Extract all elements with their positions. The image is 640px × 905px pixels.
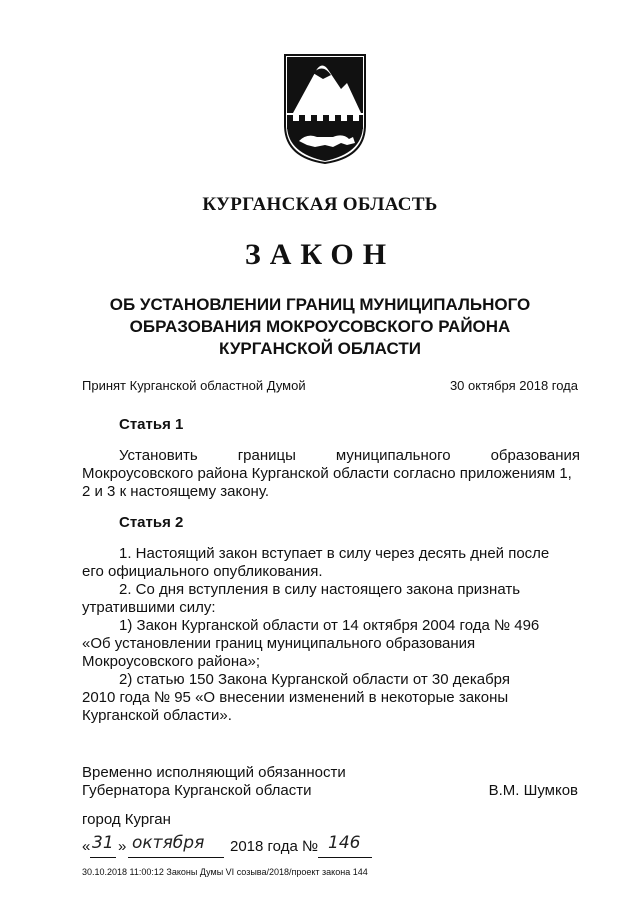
paragraph-line: его официального опубликования.	[82, 563, 323, 580]
document-type-title: ЗАКОН	[244, 238, 396, 271]
signatory-position-line-2: Губернатора Курганской области	[82, 782, 312, 799]
paragraph-line: 2) статью 150 Закона Курганской области от 30 декабря	[119, 671, 510, 688]
subject-line: ОБРАЗОВАНИЯ МОКРОУСОВСКОГО РАЙОНА	[129, 317, 511, 336]
adopted-by: Принят Курганской областной Думой	[82, 378, 306, 393]
paragraph-line: утратившими силу:	[82, 599, 216, 616]
open-quote: «	[82, 838, 91, 855]
article-1-text	[82, 447, 580, 501]
paragraph-line: 2. Со дня вступления в силу настоящего закона признать	[119, 581, 521, 598]
region-name: КУРГАНСКАЯ ОБЛАСТЬ	[202, 194, 438, 215]
word: муниципального	[335, 447, 451, 464]
line-text: Мокроусовского района Курганской области согласно приложениям 1,	[82, 465, 572, 482]
signatory-position-line-1: Временно исполняющий обязанности	[82, 764, 346, 781]
article-1-heading: Статья 1	[119, 416, 184, 433]
paragraph-line: Курганской области».	[82, 707, 232, 724]
year-and-number-label: 2018 года №	[230, 838, 319, 855]
article-2-text	[82, 545, 580, 725]
paragraph-line: «Об установлении границ муниципального образования	[82, 635, 476, 652]
month-underline	[128, 857, 224, 858]
handwritten-month: октября	[132, 833, 205, 853]
signatory-name: В.М. Шумков	[488, 782, 578, 799]
handwritten-law-number: 146	[328, 833, 361, 853]
paragraph-line: 1) Закон Курганской области от 14 октября 2004 года № 496	[119, 617, 540, 634]
close-quote: »	[118, 838, 127, 855]
coat-of-arms-emblem	[283, 53, 367, 165]
number-underline	[318, 857, 372, 858]
handwritten-day: 31	[92, 833, 114, 853]
word: Установить	[119, 447, 198, 464]
law-subject-title	[60, 294, 580, 360]
paragraph-line: 2010 года № 95 «О внесении изменений в некоторые законы	[82, 689, 509, 706]
paragraph-line: 1. Настоящий закон вступает в силу через десять дней после	[119, 545, 550, 562]
article-2-heading: Статья 2	[119, 514, 184, 531]
word: образования	[490, 447, 580, 464]
paragraph-line: Мокроусовского района»;	[82, 653, 260, 670]
adoption-line	[82, 378, 578, 393]
adoption-date: 30 октября 2018 года	[449, 378, 578, 393]
line-text: 2 и 3 к настоящему закону.	[82, 483, 269, 500]
file-path-footer: 30.10.2018 11:00:12 Законы Думы VI созыва/2018/проект закона 144	[82, 867, 368, 877]
city-name: город Курган	[82, 811, 171, 828]
date-number-line	[82, 835, 582, 861]
word: границы	[237, 447, 296, 464]
subject-line: КУРГАНСКОЙ ОБЛАСТИ	[219, 339, 421, 358]
paragraph-line	[82, 447, 580, 465]
paragraph-line	[82, 465, 580, 483]
subject-line: ОБ УСТАНОВЛЕНИИ ГРАНИЦ МУНИЦИПАЛЬНОГО	[109, 295, 531, 314]
paragraph-line	[82, 483, 580, 501]
signature-block	[82, 764, 578, 800]
day-underline	[90, 857, 116, 858]
